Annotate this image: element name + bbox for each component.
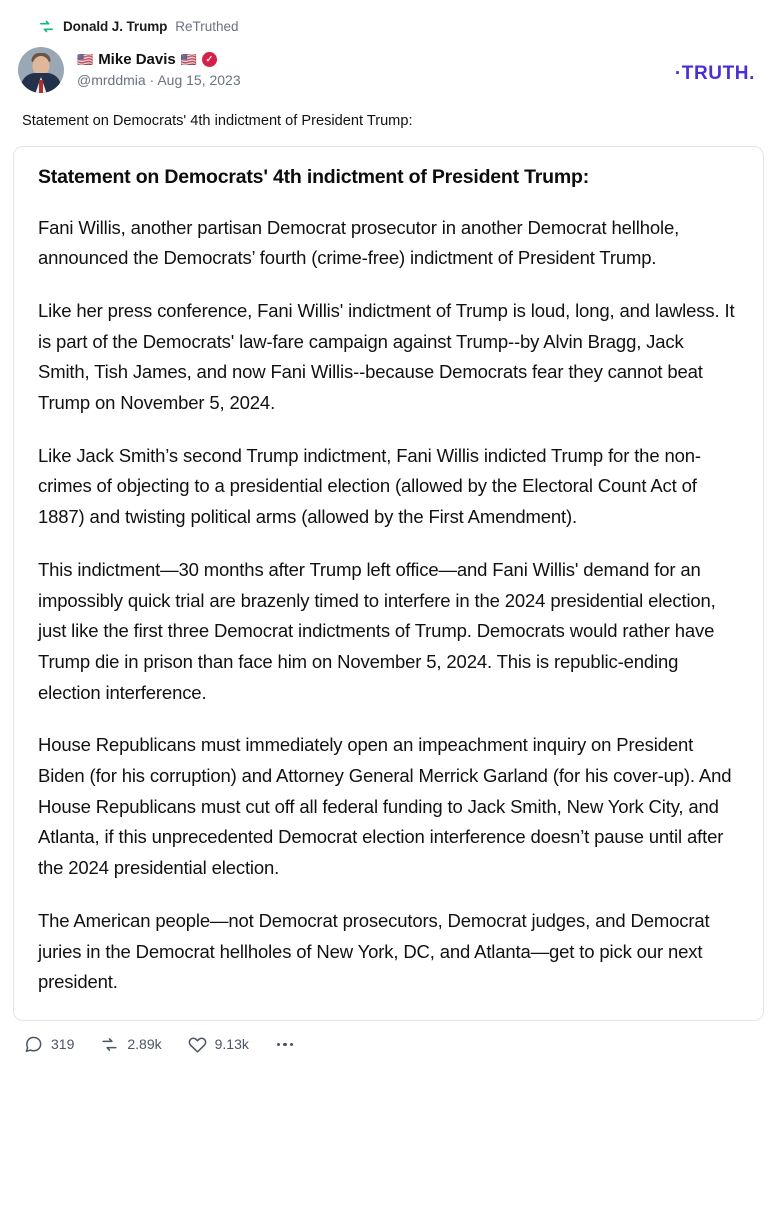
- author-handle-and-date: @mrddmia · Aug 15, 2023: [77, 72, 241, 89]
- more-dot: [277, 1043, 281, 1047]
- flag-icon-left: 🇺🇸: [77, 52, 94, 68]
- statement-paragraph: House Republicans must immediately open an impeachment inquiry on President Biden (for his corruption) and Attorney General Merrick Garland (for his cover-up). And House Republicans must cut off all federal funding to Jack Smith, New York City, and Atlanta, if this unprecedented Democrat election interference doesn’t pause until after the 2024 presidential election.: [38, 734, 732, 879]
- statement-paragraph: The American people—not Democrat prosecutors, Democrat judges, and Democrat juries in the Democrat hellholes of New York, DC, and Atlanta—get to pick our next president.: [38, 909, 710, 993]
- avatar-tie: [39, 80, 43, 93]
- verified-badge-icon: ✓: [202, 52, 217, 67]
- more-options-button[interactable]: [275, 1043, 294, 1047]
- heart-icon: [188, 1035, 207, 1054]
- flag-icon-right: 🇺🇸: [180, 52, 197, 68]
- statement-image-card[interactable]: [13, 146, 764, 1021]
- retruth-user-name[interactable]: Donald J. Trump: [63, 19, 168, 34]
- author-name-line: [77, 50, 241, 69]
- retruth-icon: [100, 1035, 119, 1054]
- retruth-button[interactable]: [100, 1035, 161, 1054]
- author-meta: [77, 45, 241, 90]
- retruth-count: 2.89k: [127, 1036, 162, 1053]
- retruth-action-label: ReTruthed: [175, 19, 239, 34]
- avatar[interactable]: [18, 47, 64, 93]
- reply-count: 319: [51, 1036, 75, 1053]
- like-button[interactable]: [188, 1035, 249, 1054]
- statement-paragraph: Fani Willis, another partisan Democrat prosecutor in another Democrat hellhole, announced the Democrats’ fourth (crime-free) indictment of President Trump.: [38, 216, 680, 269]
- retruth-header: [0, 0, 777, 41]
- statement-paragraph: Like her press conference, Fani Willis' indictment of Trump is loud, long, and lawless. It is part of the Democrats' law-fare campaign against Trump--by Alvin Bragg, Jack Smith, Tish James, and now Fani Willis--because Democrats fear they cannot beat Trump on November 5, 2024.: [38, 299, 735, 414]
- like-count: 9.13k: [214, 1036, 249, 1053]
- more-dot: [290, 1043, 294, 1047]
- post-author-row: [0, 41, 777, 93]
- statement-paragraph: Like Jack Smith’s second Trump indictment, Fani Willis indicted Trump for the non-crimes of objecting to a presidential election (allowed by the Electoral Count Act of 1887) and twisting political arms (allowed by the First Amendment).: [38, 444, 701, 528]
- truth-social-wordmark: ·TRUTH.: [674, 63, 755, 84]
- statement-heading: Statement on Democrats' 4th indictment of President Trump:: [38, 166, 590, 189]
- post-action-bar: [0, 1021, 777, 1054]
- post-body-text: Statement on Democrats' 4th indictment of President Trump:: [22, 113, 413, 129]
- comment-icon: [24, 1035, 43, 1054]
- reply-button[interactable]: [24, 1035, 74, 1054]
- retruth-icon: [38, 18, 55, 35]
- more-dot: [283, 1043, 287, 1047]
- author-display-name[interactable]: Mike Davis: [98, 51, 176, 68]
- statement-paragraph: This indictment—30 months after Trump left office—and Fani Willis' demand for an impossibly quick trial are brazenly timed to interfere in the 2024 presidential election, just like the first three Democrat indictments of Trump. Democrats would rather have Trump die in prison than face him on November 5, 2024. This is republic-ending election interference.: [38, 558, 716, 703]
